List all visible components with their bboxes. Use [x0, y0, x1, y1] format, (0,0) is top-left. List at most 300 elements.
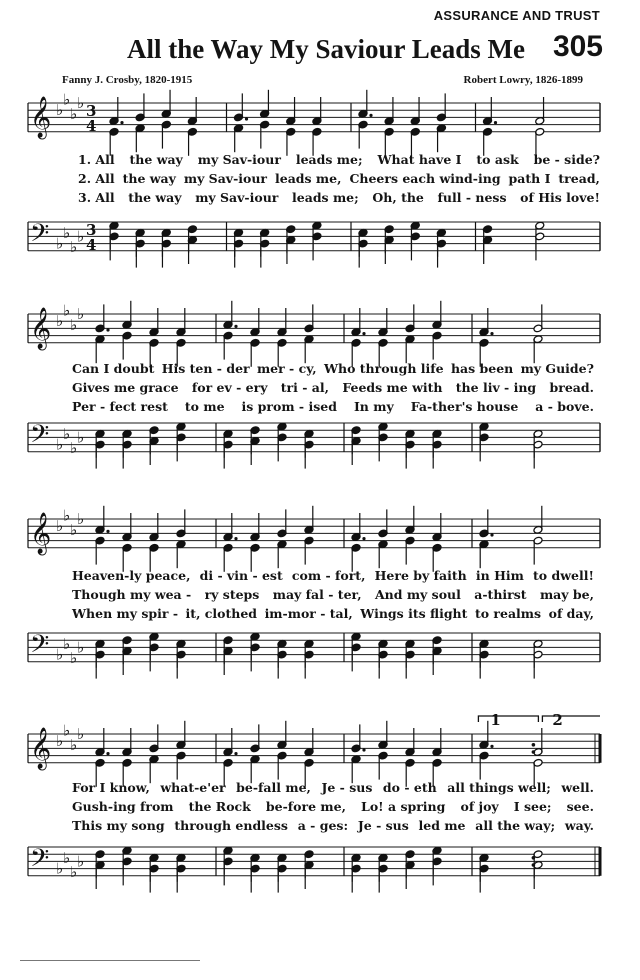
lyric-word: be-fall me,: [236, 780, 311, 795]
flat-icon: ♭: [56, 312, 64, 331]
lyric-word: Feeds me with: [342, 380, 443, 395]
lyric-word: see.: [566, 799, 594, 814]
note-head: [286, 236, 296, 245]
note-head: [135, 228, 145, 237]
note-head: [304, 440, 314, 449]
note-head: [351, 864, 361, 873]
lyric-word: Gush-ing from: [72, 799, 174, 814]
note-head: [533, 861, 543, 870]
lyric-word: When my spir -: [72, 606, 179, 621]
hymn-title: All the Way My Saviour Leads Me: [127, 34, 526, 64]
lyric-word: be-fore me,: [265, 799, 346, 814]
note-head: [479, 422, 489, 431]
lyric-word: Here by faith: [374, 568, 467, 583]
note-head: [286, 127, 296, 136]
lyric-word: Wings its flight: [360, 606, 468, 621]
lyric-line: [78, 152, 600, 167]
note-head: [250, 437, 260, 446]
note-head: [149, 744, 159, 753]
note-head: [95, 650, 105, 659]
composer-credit: Robert Lowry, 1826-1899: [463, 74, 583, 86]
lyric-word: my Sav-iour: [197, 152, 281, 167]
note-head: [176, 650, 186, 659]
note-head: [223, 758, 233, 767]
dot: [490, 745, 493, 748]
note-head: [122, 331, 132, 340]
flat-icon: ♭: [70, 863, 78, 882]
note-head: [176, 433, 186, 442]
flat-icon: ♭: [63, 90, 71, 109]
lyric-word: well.: [561, 780, 594, 795]
lyric-word: com - fort,: [291, 568, 366, 583]
note-head: [250, 328, 260, 337]
note-head: [95, 335, 105, 344]
lyric-word: mer - cy,: [256, 361, 317, 376]
note-head: [358, 120, 368, 129]
time-signature: 3: [86, 102, 97, 120]
lyric-word: im-mor - tal,: [264, 606, 353, 621]
flat-icon: ♭: [77, 305, 85, 323]
note-head: [122, 429, 132, 438]
note-head: [312, 117, 322, 126]
note-head: [384, 236, 394, 245]
note-head: [378, 740, 388, 749]
note-head: [223, 846, 233, 855]
treble-clef-icon: 𝄞: [30, 97, 52, 138]
note-head: [351, 437, 361, 446]
note-head: [304, 536, 314, 545]
lyric-line: [78, 171, 600, 186]
flat-icon: ♭: [56, 234, 64, 253]
lyric-word: to ask: [476, 152, 519, 167]
flat-icon: ♭: [56, 645, 64, 664]
note-head: [533, 650, 543, 659]
lyric-word: Heaven-ly peace,: [72, 568, 191, 583]
note-head: [109, 221, 119, 230]
treble-clef-icon: 𝄞: [30, 513, 52, 554]
lyric-line: [72, 799, 594, 814]
dot: [245, 117, 248, 120]
note-head: [432, 846, 442, 855]
bass-clef-icon: 𝄢: [30, 420, 50, 455]
lyric-word: bread.: [549, 380, 594, 395]
note-head: [176, 422, 186, 431]
note-head: [304, 748, 314, 757]
note-head: [176, 639, 186, 648]
lyric-line: [72, 361, 594, 376]
lyric-word: This my song: [72, 818, 165, 833]
lyric-word: the way: [128, 190, 182, 205]
flat-icon: ♭: [56, 859, 64, 878]
note-head: [533, 525, 543, 534]
note-head: [351, 426, 361, 435]
note-head: [187, 225, 197, 234]
note-head: [223, 429, 233, 438]
note-head: [304, 525, 314, 534]
note-head: [533, 324, 543, 333]
note-head: [479, 864, 489, 873]
note-head: [161, 228, 171, 237]
note-head: [95, 639, 105, 648]
note-head: [378, 540, 388, 549]
note-head: [378, 338, 388, 347]
note-head: [378, 639, 388, 648]
lyric-word: 2. All: [78, 171, 115, 186]
note-head: [95, 525, 105, 534]
treble-clef-icon: 𝄞: [30, 728, 52, 769]
note-head: [176, 853, 186, 862]
lyric-word: the liv - ing: [455, 380, 537, 395]
bass-clef-icon: 𝄢: [30, 844, 50, 879]
note-head: [436, 124, 446, 133]
note-head: [432, 440, 442, 449]
note-head: [223, 331, 233, 340]
flat-icon: ♭: [63, 848, 71, 867]
lyric-word: led me: [418, 818, 466, 833]
note-head: [176, 529, 186, 538]
note-head: [260, 239, 270, 248]
note-head: [378, 650, 388, 659]
dot: [234, 752, 237, 755]
note-head: [223, 857, 233, 866]
note-head: [149, 437, 159, 446]
lyric-line: [72, 380, 594, 395]
lyric-word: For I know,: [72, 780, 150, 795]
note-head: [405, 335, 415, 344]
dot: [362, 748, 365, 751]
lyric-word: leads me,: [275, 171, 342, 186]
note-head: [432, 857, 442, 866]
note-head: [405, 758, 415, 767]
note-head: [479, 740, 489, 749]
flat-icon: ♭: [63, 506, 71, 525]
note-head: [176, 338, 186, 347]
note-head: [479, 529, 489, 538]
note-head: [479, 751, 489, 760]
lyric-line: [72, 399, 594, 414]
flat-icon: ♭: [63, 634, 71, 653]
note-head: [122, 846, 132, 855]
dot: [490, 533, 493, 536]
note-head: [432, 331, 442, 340]
lyric-word: Fa-ther's house: [410, 399, 519, 414]
note-head: [135, 113, 145, 122]
repeat-dot: [532, 856, 536, 860]
note-head: [535, 117, 545, 126]
note-head: [535, 221, 545, 230]
lyric-word: His ten - der: [161, 361, 250, 376]
note-head: [378, 751, 388, 760]
lyric-word: of joy: [460, 799, 499, 814]
note-head: [384, 225, 394, 234]
note-head: [436, 228, 446, 237]
note-head: [405, 861, 415, 870]
note-head: [432, 429, 442, 438]
note-head: [405, 440, 415, 449]
lyric-word: Per - fect rest: [72, 399, 168, 414]
note-head: [482, 225, 492, 234]
note-head: [410, 232, 420, 241]
lyric-word: tri - al,: [280, 380, 329, 395]
lyric-word: di - vin - est: [199, 568, 283, 583]
lyric-word: the Rock: [188, 799, 251, 814]
note-head: [384, 117, 394, 126]
note-head: [95, 758, 105, 767]
flat-icon: ♭: [63, 424, 71, 443]
note-head: [122, 320, 132, 329]
lyric-word: my Sav-iour: [195, 190, 279, 205]
flat-icon: ♭: [70, 649, 78, 668]
flat-icon: ♭: [77, 94, 85, 112]
note-head: [535, 127, 545, 136]
author-credit: Fanny J. Crosby, 1820-1915: [62, 74, 193, 86]
ending-bracket: [478, 716, 538, 722]
lyric-word: it, clothed: [185, 606, 258, 621]
note-head: [176, 740, 186, 749]
note-head: [535, 232, 545, 241]
lyric-word: Gives me grace: [72, 380, 179, 395]
note-head: [223, 533, 233, 542]
note-head: [260, 228, 270, 237]
section-category: ASSURANCE AND TRUST: [433, 8, 600, 23]
note-head: [122, 543, 132, 552]
time-signature: 3: [86, 221, 97, 239]
lyric-word: through endless: [174, 818, 288, 833]
note-head: [233, 239, 243, 248]
lyric-word: the way: [122, 171, 176, 186]
lyric-word: to realms: [474, 606, 542, 621]
note-head: [351, 744, 361, 753]
note-head: [149, 533, 159, 542]
note-head: [95, 748, 105, 757]
dot: [106, 752, 109, 755]
note-head: [479, 540, 489, 549]
lyric-word: a - bove.: [535, 399, 594, 414]
note-head: [533, 758, 543, 767]
hymn-number: 305: [552, 30, 603, 63]
note-head: [358, 228, 368, 237]
note-head: [122, 758, 132, 767]
lyric-word: all things well;: [447, 780, 551, 795]
note-head: [405, 650, 415, 659]
dot: [494, 121, 497, 124]
lyric-word: to dwell!: [533, 568, 594, 583]
note-head: [122, 440, 132, 449]
note-head: [233, 228, 243, 237]
lyric-word: of His love!: [520, 190, 600, 205]
note-head: [149, 338, 159, 347]
lyric-word: leads me;: [295, 152, 363, 167]
note-head: [149, 864, 159, 873]
note-head: [378, 433, 388, 442]
note-head: [223, 320, 233, 329]
lyric-word: all the way;: [475, 818, 556, 833]
flat-icon: ♭: [63, 301, 71, 320]
flat-icon: ♭: [77, 227, 85, 246]
flat-icon: ♭: [70, 520, 78, 539]
lyric-word: ry steps: [204, 587, 260, 602]
note-head: [533, 536, 543, 545]
repeat-dot: [532, 750, 536, 754]
note-head: [304, 639, 314, 648]
dot: [106, 530, 109, 533]
flat-icon: ♭: [63, 721, 71, 740]
note-head: [405, 525, 415, 534]
lyric-word: What have I: [377, 152, 462, 167]
note-head: [149, 643, 159, 652]
footer-rule: [20, 960, 200, 961]
note-head: [479, 853, 489, 862]
lyric-word: is prom - ised: [241, 399, 337, 414]
note-head: [109, 232, 119, 241]
note-head: [432, 647, 442, 656]
lyric-word: Lo! a spring: [361, 799, 446, 814]
note-head: [187, 117, 197, 126]
note-head: [286, 117, 296, 126]
note-head: [378, 422, 388, 431]
note-head: [304, 850, 314, 859]
note-head: [176, 864, 186, 873]
lyric-word: full - ness: [437, 190, 507, 205]
lyric-word: Can I doubt: [72, 361, 155, 376]
note-head: [482, 236, 492, 245]
note-head: [122, 636, 132, 645]
flat-icon: ♭: [56, 101, 64, 120]
dot: [234, 325, 237, 328]
flat-icon: ♭: [70, 439, 78, 458]
note-head: [479, 650, 489, 659]
lyric-line: [72, 568, 594, 583]
note-head: [410, 117, 420, 126]
lyric-word: the way: [129, 152, 183, 167]
note-head: [135, 239, 145, 248]
note-head: [410, 221, 420, 230]
treble-clef-icon: 𝄞: [30, 308, 52, 349]
note-head: [533, 335, 543, 344]
note-head: [358, 239, 368, 248]
bass-clef-icon: 𝄢: [30, 630, 50, 665]
note-head: [351, 543, 361, 552]
note-head: [405, 639, 415, 648]
lyric-word: way.: [564, 818, 594, 833]
note-head: [233, 124, 243, 133]
note-head: [161, 239, 171, 248]
note-head: [351, 328, 361, 337]
dot: [106, 328, 109, 331]
lyric-line: [72, 606, 594, 621]
note-head: [378, 529, 388, 538]
flat-icon: ♭: [56, 517, 64, 536]
flat-icon: ♭: [70, 238, 78, 257]
lyric-word: tread,: [558, 171, 600, 186]
note-head: [277, 639, 287, 648]
note-head: [250, 533, 260, 542]
note-head: [260, 109, 270, 118]
note-head: [304, 861, 314, 870]
note-head: [149, 853, 159, 862]
flat-icon: ♭: [70, 315, 78, 334]
note-head: [95, 536, 105, 545]
note-head: [312, 232, 322, 241]
note-head: [223, 748, 233, 757]
repeat-dot: [532, 863, 536, 867]
lyric-word: do - eth: [382, 780, 437, 795]
note-head: [250, 744, 260, 753]
note-head: [277, 433, 287, 442]
note-head: [432, 533, 442, 542]
note-head: [250, 853, 260, 862]
note-head: [312, 221, 322, 230]
note-head: [378, 864, 388, 873]
note-head: [482, 127, 492, 136]
note-head: [479, 338, 489, 347]
note-head: [277, 529, 287, 538]
note-head: [479, 639, 489, 648]
note-head: [351, 338, 361, 347]
lyric-word: my Sav-iour: [183, 171, 268, 186]
note-head: [384, 127, 394, 136]
note-head: [533, 639, 543, 648]
flat-icon: ♭: [70, 735, 78, 754]
note-head: [479, 433, 489, 442]
note-head: [122, 857, 132, 866]
dot: [362, 537, 365, 540]
note-head: [149, 426, 159, 435]
flat-icon: ♭: [77, 428, 85, 447]
note-head: [277, 864, 287, 873]
note-head: [479, 328, 489, 337]
note-head: [277, 328, 287, 337]
lyric-word: In my: [353, 399, 394, 414]
ending-number: 1: [490, 711, 501, 729]
lyric-word: path I: [508, 171, 551, 186]
note-head: [223, 543, 233, 552]
note-head: [176, 328, 186, 337]
dot: [369, 114, 372, 117]
flat-icon: ♭: [63, 223, 71, 242]
lyric-word: what-e'er: [160, 780, 226, 795]
lyric-word: to me: [184, 399, 225, 414]
lyric-word: in Him: [475, 568, 524, 583]
lyric-line: [72, 587, 594, 602]
note-head: [122, 647, 132, 656]
note-head: [277, 422, 287, 431]
note-head: [187, 236, 197, 245]
note-head: [233, 113, 243, 122]
note-head: [405, 748, 415, 757]
note-head: [304, 324, 314, 333]
note-head: [432, 543, 442, 552]
note-head: [95, 429, 105, 438]
note-head: [187, 127, 197, 136]
flat-icon: ♭: [56, 435, 64, 454]
lyric-word: be - side?: [533, 152, 600, 167]
note-head: [122, 533, 132, 542]
lyric-word: Oh, the: [372, 190, 424, 205]
note-head: [304, 758, 314, 767]
lyric-word: 1. All: [78, 152, 115, 167]
lyric-word: leads me;: [292, 190, 359, 205]
note-head: [405, 429, 415, 438]
note-head: [405, 536, 415, 545]
flat-icon: ♭: [77, 852, 85, 871]
note-head: [378, 853, 388, 862]
lyric-word: Je - sus: [321, 780, 373, 795]
ending-bracket: [542, 716, 600, 722]
flat-icon: ♭: [77, 510, 85, 528]
note-head: [176, 540, 186, 549]
note-head: [250, 338, 260, 347]
